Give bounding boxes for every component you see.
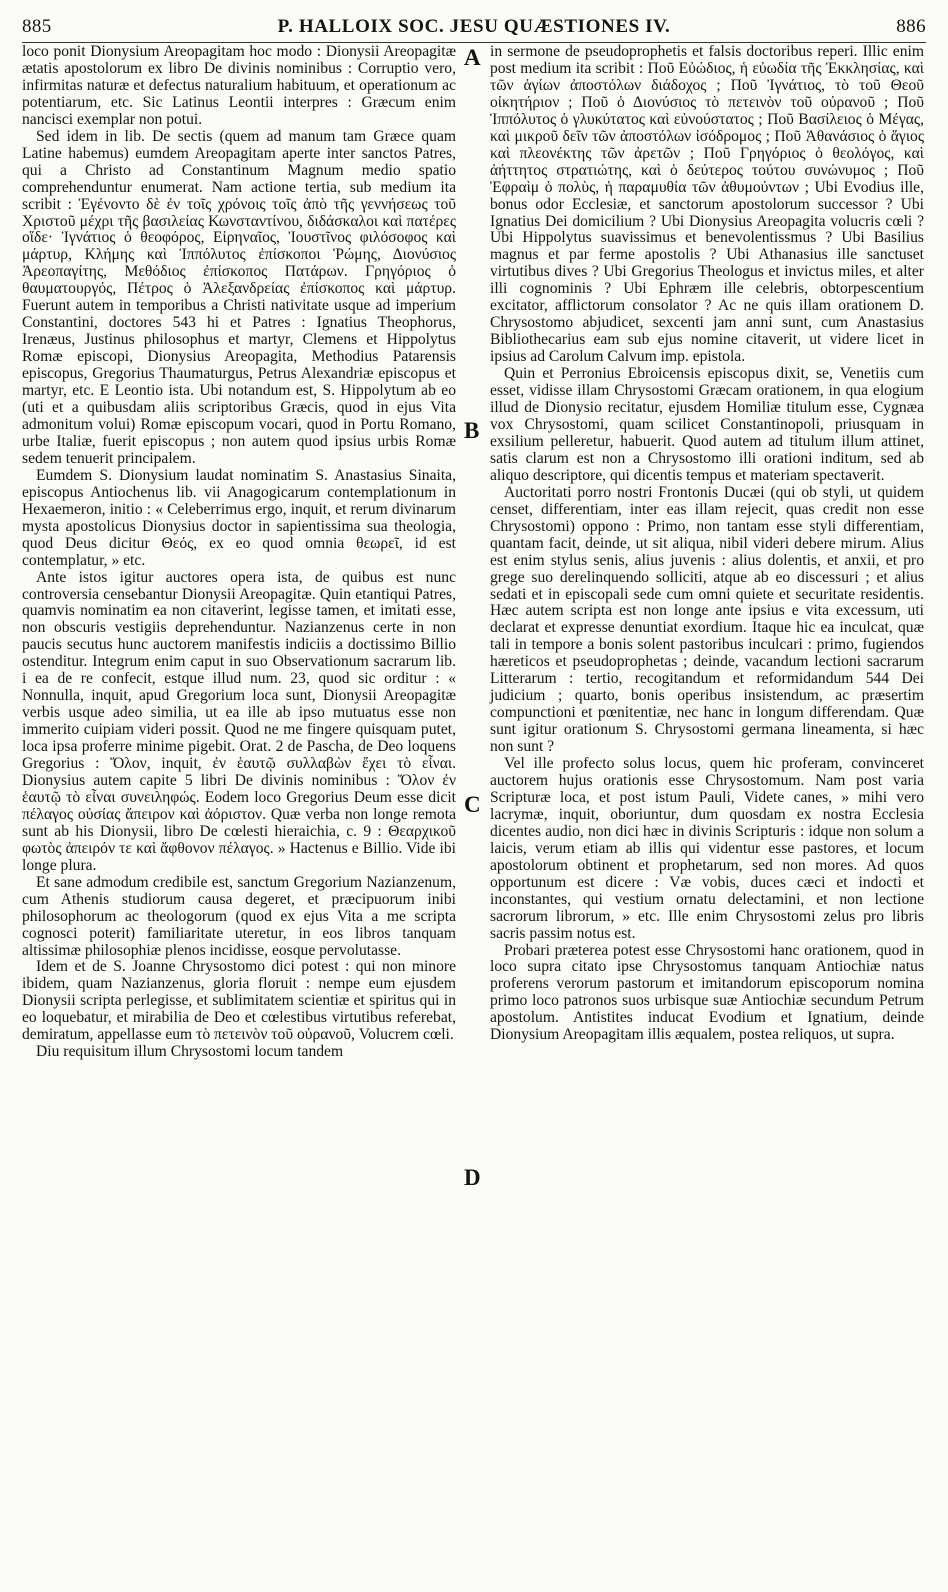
right-page-number: 886 [896,16,926,37]
left-column-paragraph: Idem et de S. Joanne Chrysostomo dici potest : qui non minore ibidem, quam Nazianzenus, gloria floruit : nempe eum ejusdem Dionysii scripta perlegisse, et sublimitatem scientiæ et spiritus qui in eo loquebatur, et mirabilia de Deo et cœlestibus virtutibus referebat, demiratum, appellasse eum τὸ πετεινὸν τοῦ οὐρανοῦ, Volucrem cœli. [22,958,456,1044]
left-column-paragraph: Diu requisitum illum Chrysostomi locum tandem [36,1043,344,1061]
page-header [22,14,926,40]
right-column-paragraph: Quin et Perronius Ebroicensis episcopus dixit, se, Venetiis cum esset, vidisse illam Chrysostomi Græcam orationem, in qua elogium illud de Dionysio recitatur, ejusdem Homiliæ titulum esse, Cygnæa vox Chrysostomi, quam scilicet Constantinopoli, priusquam in exsilium pelleretur, habuerit. Quod autem ad titulum illum attinet, satis clarum est non a Chrysostomo illi orationi inditum, sed ab aliquo descriptore, qui dicentis tempus et materiam spectaverit. [490,365,924,484]
section-marker-b: B [464,418,480,443]
right-column [490,44,924,1044]
section-marker-c: C [464,792,481,817]
left-column-paragraph: Sed idem in lib. De sectis (quem ad manum tam Græce quam Latine habemus) eumdem Areopagitam aperte inter sanctos Patres, qui a Christo ad Constantinum Magnum medio spatio comprehenduntur enumerat. Nam actione tertia, sub medium ita scribit : Ἐγένοντο δὲ ἐν τοῖς χρόνοις τοῖς ἀπὸ τῆς γεννήσεως τοῦ Χριστοῦ μέχρι τῆς βασιλείας Κωνσταντίνου, διδάσκαλοι καὶ πατέρες οἵδε· Ἰγνάτιος ὁ θεοφόρος, Εἰρηναῖος, Ἰουστῖνος φιλόσοφος καὶ μάρτυρ, Κλήμης καὶ Ἱππόλυτος ἐπίσκοποι Ῥώμης, Διονύσιος Ἀρεοπαγίτης, Μεθόδιος ἐπίσκοπος Πατάρων. Γρηγόριος ὁ θαυματουργός, Πέτρος ὁ Ἀλεξανδρείας ἐπίσκοπος καὶ μάρτυρ. Fuerunt autem in temporibus a Christi nativitate usque ad imperium Constantini, doctores 543 hi et Patres : Ignatius Theophorus, Irenæus, Justinus philosophus et martyr, Clemens et Hippolytus Romæ episcopi, Dionysius Areopagita, Methodius Patarensis episcopus, Gregorius Thaumaturgus, Petrus Alexandriæ episcopus et martyr, etc. E Leontio ista. Ubi notandum est, S. Hippolytum ab eo (uti et a quibusdam aliis scriptoribus Græcis, quod in ejus Vita admonitum volui) Romæ episcopum vocari, quod in Portu Romano, urbe Italiæ, fuerit episcopus ; non autem quod ipsius urbis Romæ sedem tenuerit principalem. [22,127,456,467]
section-marker-a: A [464,45,481,70]
left-column-paragraph: Eumdem S. Dionysium laudat nominatim S. Anastasius Sinaita, episcopus Antiochenus lib. vii Anagogicarum contemplationum in Hexaemeron, initio : « Celeberrimus ergo, inquit, et rerum divinarum mysta apostolicus Dionysius doctor in sapientissima sua theologia, quod Deus dicitur Θεός, ex eo quod omnia θεωρεῖ, id est contemplatur, » etc. [22,466,456,569]
left-column-paragraph: Ante istos igitur auctores opera ista, de quibus est nunc controversia censebantur Dionysii Areopagitæ. Quin etantiqui Patres, quamvis nominatim ea non citaverint, legisse tamen, et imitati esse, non obscuris vestigiis deprehenduntur. Nazianzenus certe in non paucis secutus hunc auctorem manifestis indiciis a doctissimo Billio ostenditur. Integrum enim caput in suo Observationum sacrarum lib. i ea de re confecit, estque illud num. 23, quod sic orditur : « Nonnulla, inquit, apud Gregorium loca sunt, Dionysii Areopagitæ verbis usque adeo similia, ut ea ille ab ipso mutuatus esse non immerito cuipiam videri possit. Quod ne me fingere quisquam putet, loca ipsa proferre minime pigebit. Orat. 2 de Pascha, de Deo loquens Gregorius : Ὅλον, inquit, ἐν ἑαυτῷ συλλαβὼν ἔχει τὸ εἶναι. Dionysius autem capite 5 libri De divinis nominibus : Ὅλον ἐν ἑαυτῷ τὸ εἶναι συνειληφώς. Eodem loco Gregorius Deum esse dicit πέλαγος οὐσίας ἄπειρον καὶ ἀόριστον. Quæ verba non longe remota sunt ab his Dionysii, libro De cœlesti hieraichia, c. 9 : Θεαρχικοῦ φωτὸς ἀπειρόν τε καὶ ἄφθονον πέλαγος. » Hactenus e Billio. Vide ibi longe plura. [22,568,456,874]
left-column-paragraph: loco ponit Dionysium Areopagitam hoc modo : Dionysii Areopagitæ ætatis apostolorum ex libro De divinis nominibus : Corruptio vero, infirmitas naturæ et defectus naturalium habituum, et operationum ac potentiarum, etc. Sic Latinus Leontii interpres : Græcum enim nancisci exemplar non potui. [22,43,456,128]
left-column [22,44,456,1061]
left-page-number: 885 [22,16,52,37]
section-marker-d: D [464,1165,481,1190]
running-title: P. HALLOIX SOC. JESU QUÆSTIONES IV. [277,16,671,37]
right-column-paragraph: Auctoritati porro nostri Frontonis Ducæi (qui ob styli, ut quidem censet, differentiam, inter eas illam rejecit, quas credit non esse Chrysostomi) oppono : Primo, non tantam esse styli differentiam, quantam facit, deinde, ut sit aliqua, nibil videri debere mirum. Alius est enim stylus senis, alius juvenis : alius dolentis, et anxii, et pro grege suo derelinquendo solliciti, atque ab eo discessuri ; et alius sedati et in episcopali sede cum omni quiete et securitate residentis. Hæc autem scripta est non longe ante ipsius e vita excessum, uti declarat et expresse denuntiat exordium. Itaque hic ea inculcat, quæ tali in tempore a bonis solent pastoribus inculcari : primo, fugiendos hæreticos et pseudoprophetas ; deinde, vacandum lectioni sacrarum Litterarum : tertio, recogitandum et reformidandum 544 Dei judicium ; quarto, bonis operibus insistendum, ac præsertim compunctioni et pœnitentiæ, nec hanc in longum differendam. Quæ sunt igitur orationum S. Chrysostomi germana lineamenta, si hæc non sunt ? [490,483,924,756]
left-column-paragraph: Et sane admodum credibile est, sanctum Gregorium Nazianzenum, cum Athenis studiorum causa degeret, et præcipuorum inibi philosophorum ac theologorum (quod ex ejus Vita a me scripta cognosci poterit) familiaritate uteretur, in eos libros tanquam altissimæ philosophiæ plenos incidisse, eosque pervolutasse. [22,873,456,959]
right-column-paragraph: Vel ille profecto solus locus, quem hic proferam, convinceret auctorem hujus orationis esse Chrysostomum. Nam post varia Scripturæ loca, et post istum Pauli, Videte canes, » mihi vero lacrymæ, inquit, oboriuntur, dum quosdam ex nostra Ecclesia dicentes audio, non dici hæc in divinis Scripturis : idque non solum a laicis, verum etiam ab illis qui videntur esse pastores, et locum apostolorum obtinent et prophetarum, sed non mores. Ad quos opportunum est dicere : Væ vobis, duces cæci et indocti et inconstantes, qui vestium ornatu delectamini, et non lectione sacrorum librorum, » etc. Ille enim Chrysostomi zelus pro libris sacris passim notus est. [490,755,924,942]
right-column-paragraph: in sermone de pseudoprophetis et falsis doctoribus reperi. Illic enim post medium ita scribit : Ποῦ Εὐώδιος, ἡ εὐωδία τῆς Ἐκκλησίας, καὶ τῶν ἁγίων ἀποστόλων διάδοχος ; Ποῦ Ἰγνάτιος, τὸ τοῦ Θεοῦ οἰκητήριον ; Ποῦ ὁ Διονύσιος τὸ πετεινὸν τοῦ οὐρανοῦ ; Ποῦ Ἱππόλυτος ὁ γλυκύτατος καὶ εὐνούστατος ; Ποῦ Βασίλειος ὁ Μέγας, καὶ μικροῦ δεῖν τῶν ἀποστόλων ἰσόδρομος ; Ποῦ Ἀθανάσιος ὁ ἅγιος καὶ πλεονέκτης τῶν ἀρετῶν ; Ποῦ Γρηγόριος ὁ θεολόγος, καὶ ἀήττητος στρατιώτης, καὶ ὁ δεύτερος τούτου συνώνυμος ; Ποῦ Ἐφραὶμ ὁ πολὺς, ἡ παραμυθία τῶν ἀθυμούντων ; Ubi Evodius ille, bonus odor Ecclesiæ, et sanctorum apostolorum successor ? Ubi Ignatius Dei domicilium ? Ubi Dionysius Areopagita volucris cœli ? Ubi Hippolytus suavissimus et benevolentissmus ? Ubi Basilius magnus et par ferme apostolis ? Ubi Athanasius ille sanctuset virtutibus dives ? Ubi Gregorius Theologus et invictus miles, et alter illi cognominis ? Ubi Ephræm ille celebris, obtorpescentium excitator, afflictorum consolator ? Ac ne quis illam orationem D. Chrysostomo abjudicet, sexcenti jam anni sunt, cum Anastasius Bibliothecarius eam sub ejus nomine citaverit, ut videre licet in ipsius ad Carolum Calvum imp. epistola. [490,43,924,366]
right-column-paragraph: Probari præterea potest esse Chrysostomi hanc orationem, quod in loco supra citato ipse Chrysostomus tanquam Antiochiæ natus proferens verorum pastorum et imitandorum episcoporum nomina primo loco patronos suos urbisque suæ Antiochiæ secundum Petrum apostolum. Antistites inducat Evodium et Ignatium, deinde Dionysium Areopagitam illis æqualem, postea reliquos, ut supra. [490,941,924,1044]
